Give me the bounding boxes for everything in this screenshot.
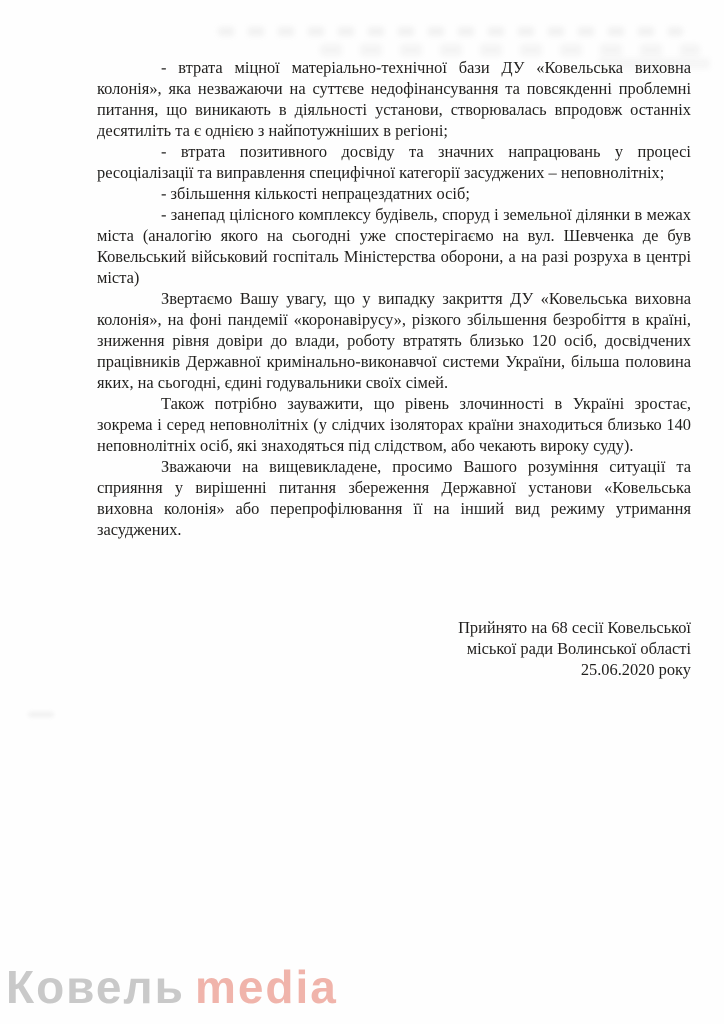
watermark-media-label: media: [194, 961, 338, 1013]
bullet-paragraph-experience-loss: - втрата позитивного досвіду та значних напрацювань у процесі ресоціалізації та виправлення специфічної категорії засуджених – неповнолітніх;: [97, 142, 691, 182]
scan-bleedthrough-artifact: [320, 44, 700, 56]
scan-bleedthrough-artifact: [218, 27, 683, 36]
adoption-session-line: Прийнято на 68 сесії Ковельської: [458, 618, 691, 637]
document-body: [97, 57, 691, 540]
paragraph-closure-warning: Звертаємо Вашу увагу, що у випадку закриття ДУ «Ковельська виховна колонія», на фоні пандемії «коронавірусу», різкого збільшення безробіття в країні, зниження рівня довіри до влади, роботу втратять близько 120 осіб, досвідчених працівників Державної кримінально-виконавчої системи України, більша половина яких, на сьогодні, єдині годувальники своїх сімей.: [97, 289, 691, 392]
scan-smudge-artifact: [28, 712, 54, 717]
bullet-paragraph-unemployed: - збільшення кількості непрацездатних осіб;: [161, 184, 470, 203]
paragraph-crime-rate: Також потрібно зауважити, що рівень злочинності в Україні зростає, зокрема і серед неповнолітніх (у слідчих ізоляторах країни знаходиться близько 140 неповнолітніх осіб, які знаходяться під слідством, або чекають вироку суду).: [97, 394, 691, 455]
watermark-site-name: Ковель: [6, 961, 185, 1013]
paragraph-request: Зважаючи на вищевикладене, просимо Вашого розуміння ситуації та сприяння у вирішенні питання збереження Державної установи «Ковельська виховна колонія» або перепрофілювання її на інший вид режиму утримання засуджених.: [97, 457, 691, 539]
adoption-date-line: 25.06.2020 року: [580, 660, 691, 679]
adoption-note: [458, 617, 691, 680]
bullet-paragraph-buildings-decay: - занепад цілісного комплексу будівель, споруд і земельної ділянки в межах міста (аналогію якого на сьогодні уже спостерігаємо на вул. Шевченка де був Ковельський військовий госпіталь Міністерства оборони, а на разі розруха в центрі міста): [97, 205, 691, 287]
watermark-kovel-media: [6, 961, 338, 1013]
bullet-paragraph-material-base: - втрата міцної матеріально-технічної бази ДУ «Ковельська виховна колонія», яка незважаючи на суттєве недофінансування та повсякденні проблемні питання, що виникають в діяльності установи, створювалась впродовж останніх десятиліть та є однією з найпотужніших в регіоні;: [97, 58, 691, 140]
adoption-council-line: міської ради Волинської області: [466, 639, 691, 658]
